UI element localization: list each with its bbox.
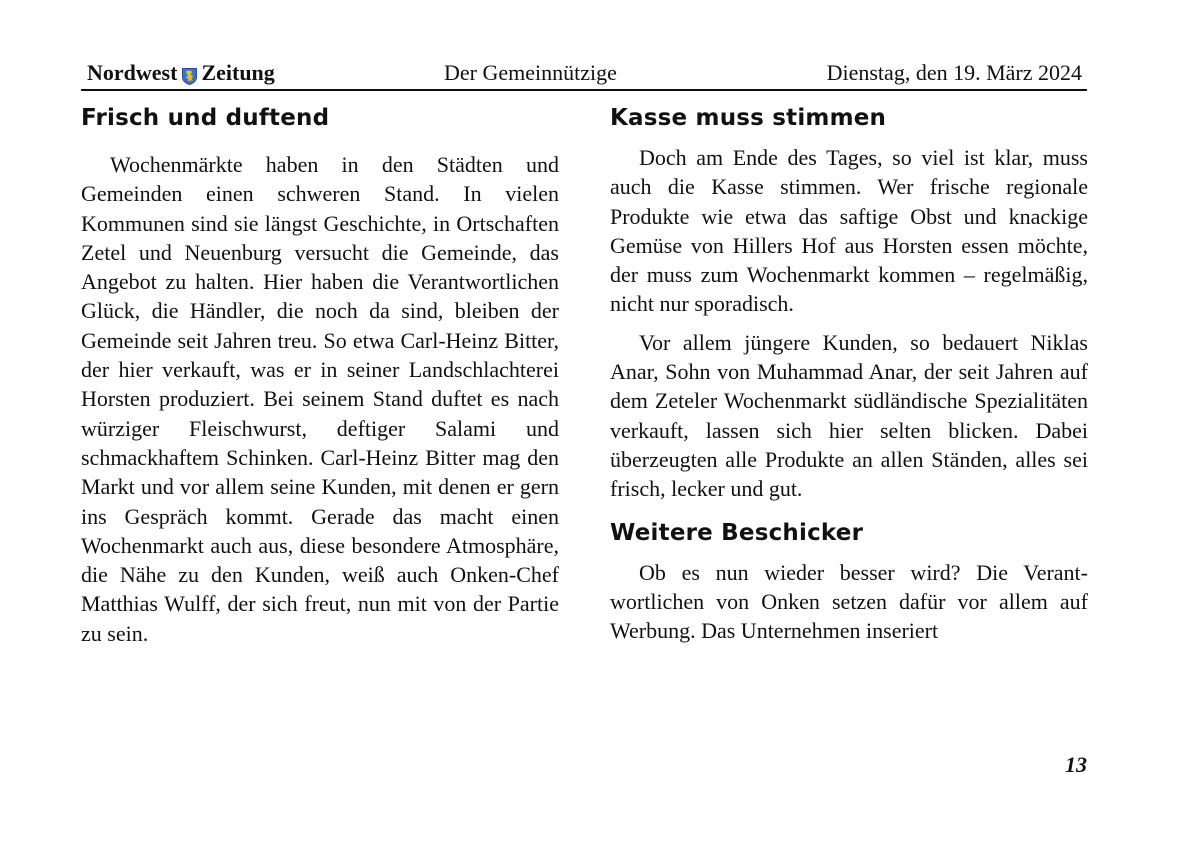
issue-date: Dienstag, den 19. März 2024 xyxy=(826,60,1082,85)
article-column-right xyxy=(610,100,1088,645)
masthead-left: Nordwest xyxy=(87,60,178,85)
article-paragraph: Vor allem jüngere Kunden, so bedauert Niklas Anar, Sohn von Muhammad Anar, der seit Jahren auf dem Zeteler Wochenmarkt südländische Spezialitäten verkauft, lassen sich hier selten blicken. Dabei überzeugten alle Produkte an allen Ständen, alles sei frisch, lecker und gut. xyxy=(610,329,1088,502)
article-subheading: Weitere Beschicker xyxy=(610,519,864,546)
article-paragraph: Wochenmärkte haben in den Städten und Gemeinden einen schweren Stand. In vielen Kommunen sind sie längst Geschichte, in Ortschaften Zetel und Neuenburg versucht die Gemeinde, das Angebot zu halten. Hier haben die Verantwortlichen Glück, die Händler, die noch da sind, bleiben der Gemeinde seit Jahren treu. So etwa Carl-Heinz Bitter, der hier verkauft, was er in seiner Landschlachterei Horsten produziert. Bei seinem Stand duftet es nach würziger Fleischwurst, deftiger Salami und schmackhaftem Schinken. Carl-Heinz Bitter mag den Markt und vor allem seine Kunden, mit denen er gern ins Gespräch kommt. Gerade das macht einen Wochenmarkt auch aus, diese besondere Atmosphäre, die Nähe zu den Kunden, weiß auch Onken-Chef Matthias Wulff, der sich freut, nun mit von der Partie zu sein. xyxy=(81,152,559,646)
page-header xyxy=(81,58,1087,88)
page-number: 13 xyxy=(1065,752,1087,777)
article-heading: Frisch und duftend xyxy=(81,105,330,131)
article-heading: Kasse muss stimmen xyxy=(610,105,887,131)
header-rule xyxy=(81,89,1087,91)
section-title: Der Gemeinnützige xyxy=(444,60,617,85)
article-column-left xyxy=(81,100,559,648)
article-paragraph: Doch am Ende des Tages, so viel ist klar, muss auch die Kasse stimmen. Wer frische regionale Produkte wie etwa das saftige Obst und knackige Gemüse von Hillers Hof aus Horsten essen möchte, der muss zum Wochenmarkt kommen – regelmäßig, nicht nur sporadisch. xyxy=(610,145,1088,317)
masthead-right: Zeitung xyxy=(201,60,275,85)
coat-of-arms-icon xyxy=(182,65,197,82)
article-paragraph: Ob es nun wieder besser wird? Die Verantwortlichen von Onken setzen dafür vor allem auf Werbung. Das Unternehmen inseriert xyxy=(610,559,1088,644)
masthead xyxy=(87,60,275,86)
